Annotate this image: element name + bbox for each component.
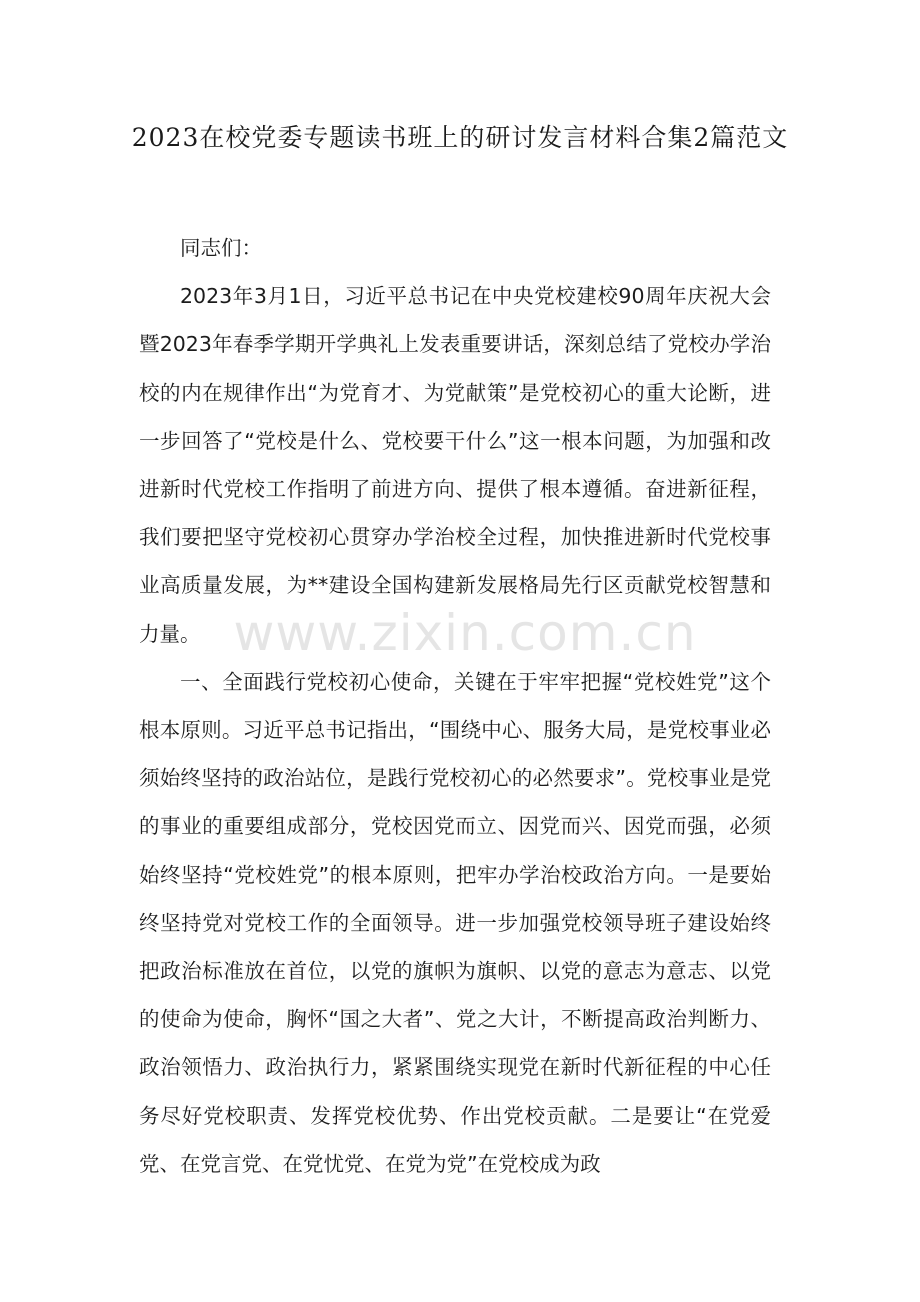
body-paragraph: 2023年3月1日，习近平总书记在中央党校建校90周年庆祝大会暨2023年春季学期开学典礼上发表重要讲话，深刻总结了党校办学治校的内在规律作出“为党育才、为党献策”是党校初心的重大论断，进一步回答了“党校是什么、党校要干什么”这一根本问题，为加强和改进新时代党校工作指明了前进方向、提供了根本遵循。奋进新征程，我们要把坚守党校初心贯穿办学治校全过程，加快推进新时代党校事业高质量发展，为**建设全国构建新发展格局先行区贡献党校智慧和力量。 <box>139 284 771 646</box>
document-title: 2023在校党委专题读书班上的研讨发言材料合集2篇范文 <box>131 123 789 152</box>
salutation-paragraph: 同志们： <box>180 236 262 260</box>
document-body <box>139 224 771 1188</box>
watermark-text: www.zixin.com.cn <box>233 604 697 662</box>
body-paragraph: 一、全面践行党校初心使命，关键在于牢牢把握“党校姓党”这个根本原则。习近平总书记指出，“围绕中心、服务大局，是党校事业必须始终坚持的政治站位，是践行党校初心的必然要求”。党校事业是党的事业的重要组成部分，党校因党而立、因党而兴、因党而强，必须始终坚持“党校姓党”的根本原则，把牢办学治校政治方向。一是要始终坚持党对党校工作的全面领导。进一步加强党校领导班子建设始终把政治标准放在首位，以党的旗帜为旗帜、以党的意志为意志、以党的使命为使命，胸怀“国之大者”、党之大计，不断提高政治判断力、政治领悟力、政治执行力，紧紧围绕实现党在新时代新征程的中心任务尽好党校职责、发挥党校优势、作出党校贡献。二是要让“在党爱党、在党言党、在党忧党、在党为党”在党校成为政 <box>139 669 771 1176</box>
